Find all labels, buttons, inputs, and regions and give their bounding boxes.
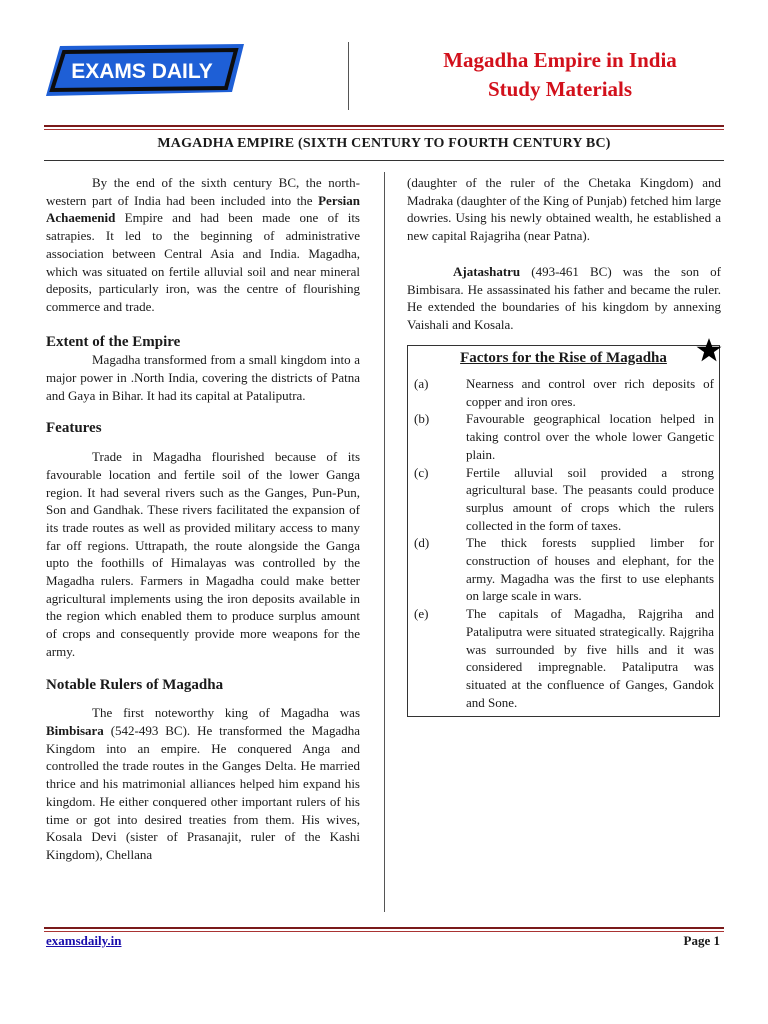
persian-achaemenid-term: Persian Achaemenid — [46, 192, 360, 226]
factor-item: (a) Nearness and control over rich deposits of copper and iron ores. — [414, 376, 714, 409]
factor-item: (b) Favourable geographical location helped in taking control over the whole lower Gangetic plain. — [414, 411, 714, 462]
features-paragraph: Trade in Magadha flourished because of its favourable location and fertile soil of the lower Ganga region. It had several rivers such as the Ganges, Pun-Pun, Son and Gandhak. These rivers facilitated the expansion of its trade routes as well as provided military access to many far off regions. Uttrapath, the route alongside the Ganga upto the foothills of Himalayas was controlled by the Magadha rulers. Farmers in Magadha could make better agricultural implements using the iron deposits available in the region which enabled them to produce surplus amount of crops and consequently provide more weapons for the army. — [46, 449, 360, 659]
left-column — [46, 174, 360, 864]
extent-heading: Extent of the Empire — [46, 333, 181, 350]
star-icon — [696, 337, 722, 363]
factors-title: Factors for the Rise of Magadha — [460, 350, 667, 366]
page-number: Page 1 — [683, 933, 720, 948]
exams-daily-logo — [46, 44, 244, 96]
logo-text: EXAMS DAILY — [71, 60, 213, 83]
footer-rule-thick — [44, 927, 724, 929]
header-rule-thin — [44, 129, 724, 130]
footer-website-link[interactable]: examsdaily.in — [46, 933, 122, 948]
features-heading: Features — [46, 420, 102, 437]
section-rule — [44, 160, 724, 161]
doc-title-line1: Magadha Empire in India — [443, 48, 677, 72]
rulers-heading: Notable Rulers of Magadha — [46, 676, 224, 693]
factor-item: (c) Fertile alluvial soil provided a strong agricultural base. The peasants could produce surplus amount of crops which the rulers collected in the form of taxes. — [414, 464, 714, 533]
rulers-paragraph: The first noteworthy king of Magadha was Bimbisara (542-493 BC). He transformed the Magadha Kingdom into an empire. He conquered Anga and controlled the trade routes in the Ganges Delta. He married thrice and his matrimonial alliances helped him expand his kingdom. He either conquered other important rulers of his time or got into desired treaties from them. His wives, Kosala Devi (sister of Prasanajit, ruler of the Kashi Kingdom), Chellana — [46, 705, 360, 862]
right-column — [407, 174, 721, 334]
footer-rule-thin — [44, 931, 724, 932]
doc-title-line2: Study Materials — [487, 77, 633, 101]
factors-list — [408, 375, 719, 711]
factor-item: (e) The capitals of Magadha, Rajgriha and Pataliputra were situated strategically. Rajgriha was surrounded by five hills and it was considered impregnable. Pataliputra was situated at the confluence of Ganges, Gandok and Sone. — [414, 606, 714, 710]
extent-paragraph: Magadha transformed from a small kingdom into a major power in .North India, covering the districts of Patna and Gaya in Bihar. It had its capital at Pataliputra. — [46, 352, 360, 403]
factors-box — [407, 345, 720, 717]
continuation-paragraph: (daughter of the ruler of the Chetaka Kingdom) and Madraka (daughter of the King of Punjab) fetched him large dowries. Using his newly obtained wealth, he established a new capital Rajagriha (near Patna). — [407, 175, 721, 244]
factor-item: (d) The thick forests supplied limber for construction of houses and elephant, for the army. Magadha was the first to use elephants on large scale in wars. — [414, 535, 714, 604]
header-rule-thick — [44, 125, 724, 127]
ajatashatru-paragraph: Ajatashatru (493-461 BC) was the son of Bimbisara. He assassinated his father and became the ruler. He extended the boundaries of his kingdom by annexing Vaishali and Kosala. — [407, 263, 721, 332]
bimbisara-term: Bimbisara — [46, 722, 104, 738]
ajatashatru-term: Ajatashatru — [453, 263, 521, 279]
section-heading: MAGADHA EMPIRE (SIXTH CENTURY TO FOURTH CENTURY BC) — [157, 136, 611, 151]
header-divider — [348, 42, 349, 110]
intro-paragraph: By the end of the sixth century BC, the north-western part of India had been included into the Persian Achaemenid Empire and had been made one of its satrapies. It led to the beginning of administrative association between Central Asia and India. Magadha, which was situated on fertile alluvial soil and near mineral deposits, particularly iron, was the centre of flourishing commerce and trade. — [46, 175, 360, 314]
column-divider — [384, 172, 385, 912]
